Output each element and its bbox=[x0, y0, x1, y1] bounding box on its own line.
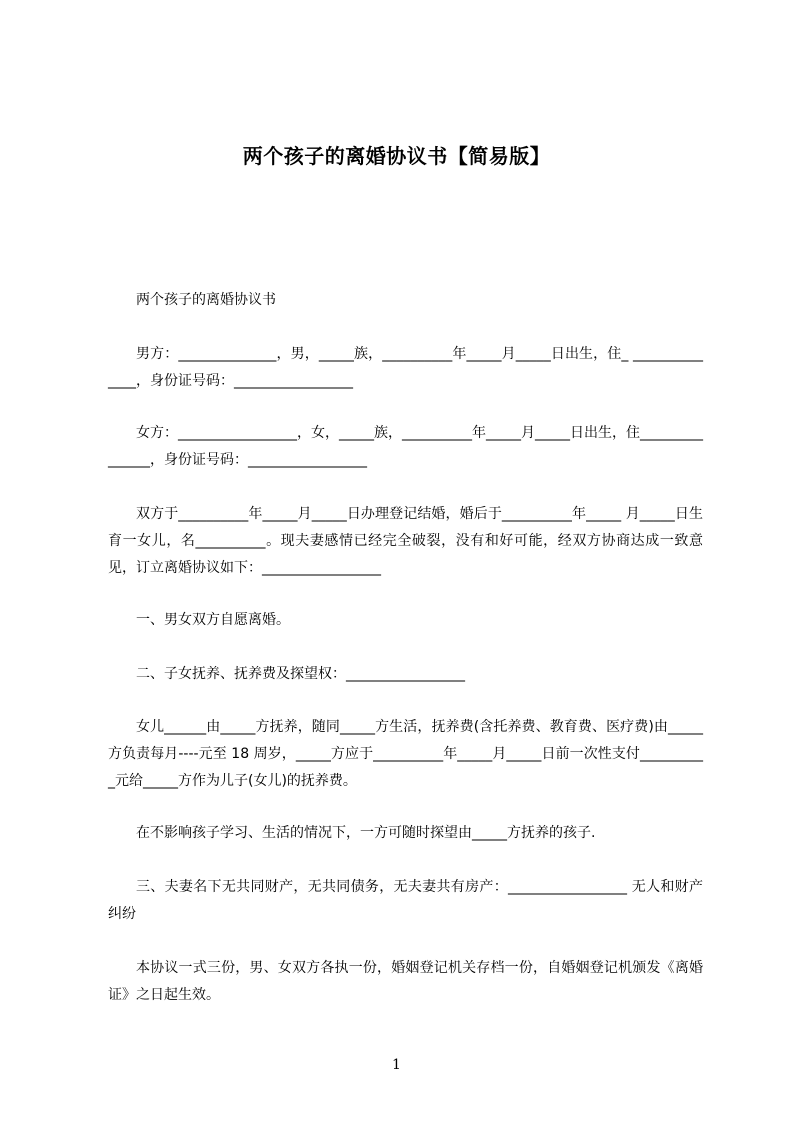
paragraph-male-party: 男方：______________，男，_____族，__________年_____月_____日出生，住_ ______________，身份证号码：_________________ bbox=[108, 346, 703, 389]
paragraph-marriage: 双方于__________年_____月_____日办理登记结婚，婚后于__________年_____ 月_____日生育一女儿，名__________。现夫妻感情已经完全破裂，没有和好可能，经双方协商达成一致意见，订立离婚协议如下：_________________ bbox=[108, 506, 703, 576]
document-subtitle: 两个孩子的离婚协议书 bbox=[136, 292, 276, 308]
clause-2: 二、子女抚养、抚养费及探望权：_________________ bbox=[136, 666, 465, 682]
paragraph-female-party: 女方：_________________，女，_____族，__________年_____月_____日出生，住_______________，身份证号码：_________________ bbox=[108, 425, 703, 468]
paragraph-daughter-custody: 女儿______由_____方抚养，随同_____方生活，抚养费(含托养费、教育费、医疗费)由_____方负责每月----元至 18 周岁，_____方应于__________年_____月_____日前一次性支付__________元给_____方作为儿子(女儿)的抚养费。 bbox=[108, 719, 703, 789]
clause-1: 一、男女双方自愿离婚。 bbox=[136, 612, 290, 628]
clause-3: 三、夫妻名下无共同财产，无共同债务，无夫妻共有房产：_________________ 无人和财产纠纷 bbox=[108, 879, 703, 922]
document-title: 两个孩子的离婚协议书【简易版】 bbox=[242, 144, 551, 168]
paragraph-copies: 本协议一式三份，男、女双方各执一份，婚姻登记机关存档一份，自婚姻登记机颁发《离婚证》之日起生效。 bbox=[108, 960, 703, 1003]
paragraph-visitation: 在不影响孩子学习、生活的情况下，一方可随时探望由_____方抚养的孩子. bbox=[136, 825, 596, 841]
page-number: 1 bbox=[392, 1057, 401, 1073]
